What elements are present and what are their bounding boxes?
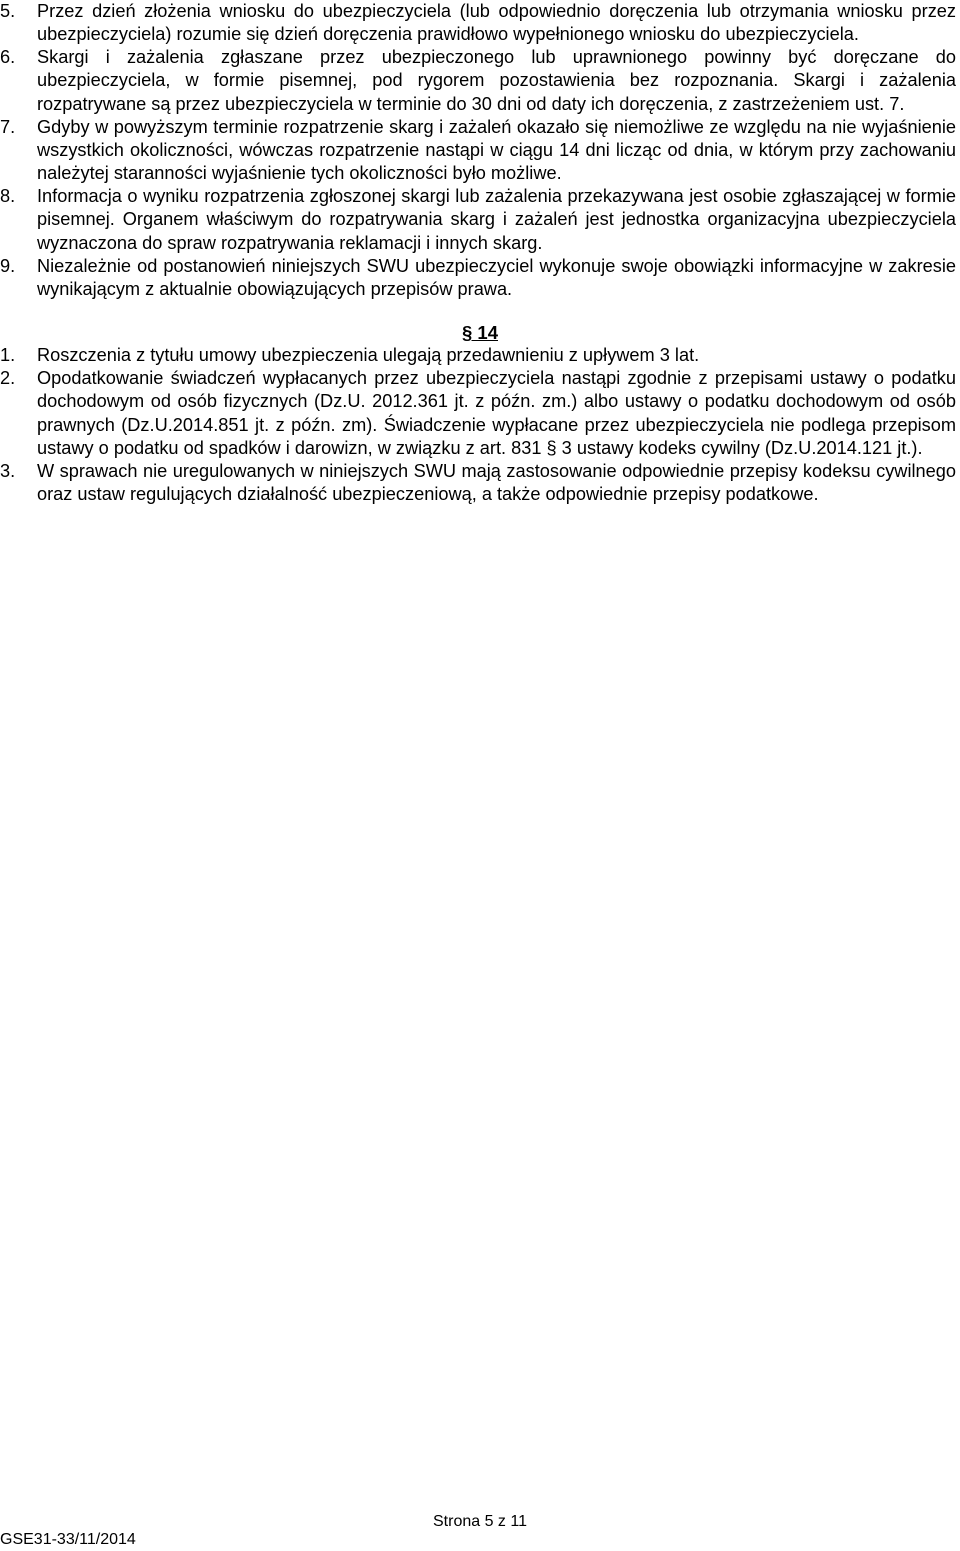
paragraph-number: 5. [0, 1, 16, 21]
paragraph-text: Niezależnie od postanowień niniejszych SWU ubezpieczyciel wykonuje swoje obowiązki informacyjne w zakresie wynikającym z aktualnie obowiązujących przepisów prawa. [37, 255, 956, 299]
paragraph-number: 1. [0, 345, 16, 366]
section-b-list [0, 344, 960, 506]
paragraph-5 [0, 0, 960, 46]
paragraph-1 [0, 344, 960, 367]
paragraph-text: W sprawach nie uregulowanych w niniejszych SWU mają zastosowanie odpowiednie przepisy kodeksu cywilnego oraz ustaw regulujących działalność ubezpieczeniową, a także odpowiednie przepisy podatkowe. [37, 460, 956, 504]
paragraph-7 [0, 116, 960, 185]
document-body [0, 0, 960, 506]
paragraph-text: Opodatkowanie świadczeń wypłacanych przez ubezpieczyciela nastąpi zgodnie z przepisami ustawy o podatku dochodowym od osób fizycznych (Dz.U. 2012.361 jt. z późn. zm.) albo ustawy o podatku dochodowym od osób prawnych (Dz.U.2014.851 jt. z późn. zm). Świadczenie wypłacane przez ubezpieczyciela nie podlega przepisom ustawy o podatku od spadków i darowizn, w związku z art. 831 § 3 ustawy kodeks cywilny (Dz.U.2014.121 jt.). [37, 368, 956, 458]
paragraph-text: Skargi i zażalenia zgłaszane przez ubezpieczonego lub uprawnionego powinny być doręczane do ubezpieczyciela, w formie pisemnej, pod rygorem pozostawienia bez rozpoznania. Skargi i zażalenia rozpatrywane są przez ubezpieczyciela w terminie do 30 dni od daty ich doręczenia, z zastrzeżeniem ust. 7. [37, 47, 956, 114]
paragraph-number: 6. [0, 47, 16, 68]
paragraph-number: 2. [0, 368, 16, 389]
paragraph-text: Informacja o wyniku rozpatrzenia zgłoszonej skargi lub zażalenia przekazywana jest osobie zgłaszającej w formie pisemnej. Organem właściwym do rozpatrywania skarg i zażaleń jest jednostka organizacyjna ubezpieczyciela wyznaczona do spraw rozpatrywania reklamacji i innych skarg. [37, 186, 956, 253]
paragraph-9 [0, 255, 960, 301]
section-a-list [0, 0, 960, 301]
paragraph-number: 9. [0, 255, 16, 276]
section-heading: § 14 [461, 322, 498, 344]
paragraph-6 [0, 46, 960, 115]
paragraph-text: Przez dzień złożenia wniosku do ubezpieczyciela (lub odpowiednio doręczenia lub otrzymania wniosku przez ubezpieczyciela) rozumie się dzień doręczenia prawidłowo wypełnionego wniosku do ubezpieczyciela. [37, 1, 956, 45]
paragraph-number: 7. [0, 116, 16, 137]
page-number: Strona 5 z 11 [433, 1513, 527, 1530]
paragraph-text: Gdyby w powyższym terminie rozpatrzenie skarg i zażaleń okazało się niemożliwe ze względu na nie wyjaśnienie wszystkich okoliczności, wówczas rozpatrzenie nastąpi w ciągu 14 dni licząc od dnia, w którym przy zachowaniu należytej staranności wyjaśnienie tych okoliczności było możliwe. [37, 116, 956, 184]
paragraph-2 [0, 367, 960, 460]
document-code: GSE31-33/11/2014 [0, 1531, 136, 1548]
paragraph-number: 8. [0, 186, 16, 207]
paragraph-3 [0, 460, 960, 506]
paragraph-8 [0, 185, 960, 254]
paragraph-text: Roszczenia z tytułu umowy ubezpieczenia ulegają przedawnieniu z upływem 3 lat. [37, 345, 700, 366]
paragraph-number: 3. [0, 460, 16, 481]
